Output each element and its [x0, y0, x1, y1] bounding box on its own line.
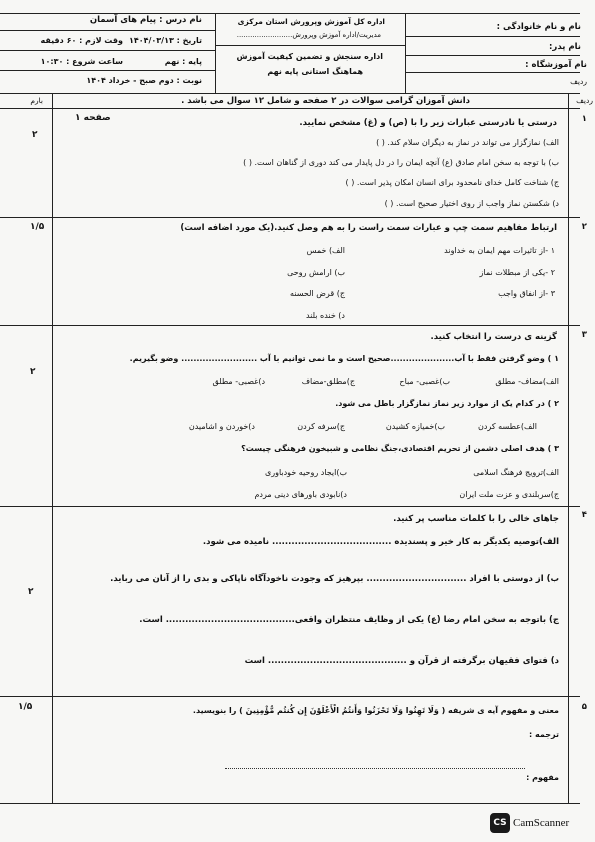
q3-sub1-opt-c: ج)مطلق-مضاف: [301, 377, 355, 386]
q5-meaning-label: مفهوم :: [526, 773, 559, 782]
q3-sub1-opt-a: الف)مضاف- مطلق: [495, 377, 559, 386]
q5-answer-line-1: [225, 768, 525, 769]
q2-left-a: الف) خمس: [306, 246, 345, 255]
org-line-4: هماهنگ استانی پایه نهم: [267, 67, 363, 76]
q4-number: ۴: [581, 510, 587, 520]
q4-item-a: الف)توصیه یکدیگر به کار خیر و پسندیده ..................................... نامیده می شود.: [202, 537, 559, 547]
q3-sub1-opt-d: د)غصبی- مطلق: [212, 377, 265, 386]
camscanner-watermark: [490, 812, 590, 836]
header-right-sep-1: [405, 36, 580, 37]
camscanner-logo-icon: CS: [490, 813, 510, 833]
q3-sub3-opt-c: ج)سربلندی و عزت ملت ایران: [459, 490, 559, 499]
q2-left-c: ج) قرض الحسنه: [290, 289, 345, 298]
q2-bottom-border: [0, 325, 580, 326]
q3-title: گزینه ی درست را انتخاب کنید.: [430, 332, 557, 342]
org-line-3: اداره سنجش و تضمین کیفیت آموزش: [236, 52, 383, 61]
subject-name: نام درس : پیام های آسمان: [89, 15, 202, 25]
q4-score: ۲: [28, 587, 34, 597]
q3-sub1-opt-b: ب)غصبی- مباح: [399, 377, 450, 386]
exam-duration: وقت لازم : ۶۰ دقیقه: [40, 36, 123, 45]
q2-number: ۲: [581, 222, 587, 232]
q4-bottom-border: [0, 696, 580, 697]
q1-item-a: الف) نمازگزار می تواند در نماز به دیگران سلام کند. ( ): [376, 138, 559, 147]
org-line-2: مدیریت/اداره آموزش وپرورش.........................: [236, 31, 381, 39]
q1-number: ۱: [581, 114, 587, 124]
q1-item-d: د) شکستن نماز واجب از روی اختیار صحیح است. ( ): [384, 199, 559, 208]
q2-right-1: ۱ -از تاثیرات مهم ایمان به خداوند: [444, 246, 555, 255]
table-head-bottom: [0, 108, 580, 109]
q4-item-d: د) فتوای فقیهان برگرفته از قرآن و ........................................... است: [244, 656, 559, 666]
q2-left-d: د) خنده بلند: [305, 311, 345, 320]
q3-bottom-border: [0, 506, 580, 507]
page-indicator: صفحه ۱: [75, 113, 111, 123]
header-right-sep-3: [405, 72, 580, 73]
header-divider-left: [215, 13, 216, 93]
q3-sub2-question: ۲ ) در کدام یک از موارد زیر نماز نمازگزار باطل می شود.: [335, 399, 559, 408]
q3-sub2-opt-b: ب)خمیازه کشیدن: [385, 422, 445, 431]
grade-level: پایه : نهم: [164, 57, 202, 66]
q4-item-b: ب) از دوستی با افراد ............................... بپرهیز که وجودت ناخودآگاه ناپاکی و بدی را از آنان می رباید.: [110, 574, 559, 584]
q2-title: ارتباط مفاهیم سمت چپ و عبارات سمت راست را به هم وصل کنید.(یک مورد اضافه است): [180, 223, 557, 233]
q3-sub2-opt-c: ج)سرفه کردن: [297, 422, 345, 431]
student-name-label: نام و نام خانوادگی :: [496, 22, 581, 32]
q3-sub3-question: ۳ ) هدف اصلی دشمن از تحریم اقتصادی،جنگ نظامی و شبیخون فرهنگی چیست؟: [241, 444, 559, 453]
q5-translation-label: ترجمه :: [529, 730, 559, 739]
header-left-sep-3: [0, 70, 215, 71]
table-head-row: ردیف: [576, 96, 593, 105]
start-time: ساعت شروع : ۱۰:۳۰: [40, 57, 123, 66]
header-left-sep-1: [0, 30, 215, 31]
q2-right-2: ۲ -یکی از مبطلات نماز: [479, 268, 555, 277]
table-head-instructions: دانش آموزان گرامی سوالات در ۲ صفحه و شامل ۱۲ سوال می باشد .: [181, 96, 470, 106]
exam-shift: نوبت : دوم صبح - خرداد ۱۴۰۴: [86, 76, 202, 85]
header-center-sep: [215, 45, 405, 46]
q3-sub3-opt-a: الف)ترویج فرهنگ اسلامی: [473, 468, 559, 477]
q2-score: ۱/۵: [30, 222, 45, 232]
q3-sub2-opt-d: د)خوردن و اشامیدن: [188, 422, 255, 431]
q3-number: ۳: [581, 330, 587, 340]
q4-item-c: ج) باتوجه به سخن امام رضا (ع) یکی از وظایف منتظران واقعی........................................ است.: [139, 615, 559, 625]
q2-left-b: ب) ارامش روحی: [287, 268, 345, 277]
header-left-sep-2: [0, 50, 215, 51]
q3-score: ۲: [30, 367, 36, 377]
q1-title: درستی یا نادرستی عبارات زیر را با (ص) و (غ) مشخص نمایید.: [299, 118, 557, 128]
q1-item-b: ب) با توجه به سخن امام صادق (ع) آنچه ایمان را در دل پایدار می کند دوری از گناهان است. ( ): [243, 158, 559, 167]
q5-title: معنی و مفهوم آیه ی شریفه ( وَلَا تَهِنُوا وَلَا تَحْزَنُوا وَأَنتُمُ الْأَعْلَوْنَ إِن كُنتُم مُّؤْمِنِينَ ) را بنویسید.: [192, 706, 559, 715]
header-bottom-border: [0, 93, 580, 94]
seat-row-label: ردیف: [570, 77, 587, 86]
q3-sub2-opt-a: الف)عطسه کردن: [477, 422, 537, 431]
school-label: نام آموزشگاه :: [525, 60, 587, 70]
exam-date: تاریخ : ۱۴۰۴/۰۳/۱۳: [128, 36, 202, 45]
org-line-1: اداره کل آموزش وپرورش استان مرکزی: [237, 17, 385, 26]
table-head-score: بارم: [30, 96, 43, 105]
header-top-border: [0, 13, 580, 14]
q3-sub3-opt-b: ب)ایجاد روحیه خودباوری: [264, 468, 347, 477]
father-name-label: نام پدر:: [549, 42, 581, 52]
q1-item-c: ج) شناخت کامل خدای نامحدود برای انسان امکان پذیر است. ( ): [345, 178, 559, 187]
header-divider-right: [405, 13, 406, 93]
q4-title: جاهای خالی را با کلمات مناسب پر کنید.: [393, 514, 559, 524]
q3-sub1-question: ۱ ) وضو گرفتن فقط با آب.....................صحیح است و ما نمی توانیم با آب ......................... وضو بگیریم.: [129, 354, 559, 363]
q2-right-3: ۳ -از انفاق واجب: [498, 289, 555, 298]
q1-bottom-border: [0, 217, 580, 218]
header-right-sep-2: [405, 55, 580, 56]
q5-number: ۵: [581, 702, 587, 712]
camscanner-name: CamScanner: [513, 816, 570, 829]
q5-score: ۱/۵: [18, 702, 33, 712]
q3-sub3-opt-d: د)نابودی باورهای دینی مردم: [254, 490, 347, 499]
q1-score: ۲: [32, 130, 38, 140]
table-bottom-border: [0, 803, 580, 804]
